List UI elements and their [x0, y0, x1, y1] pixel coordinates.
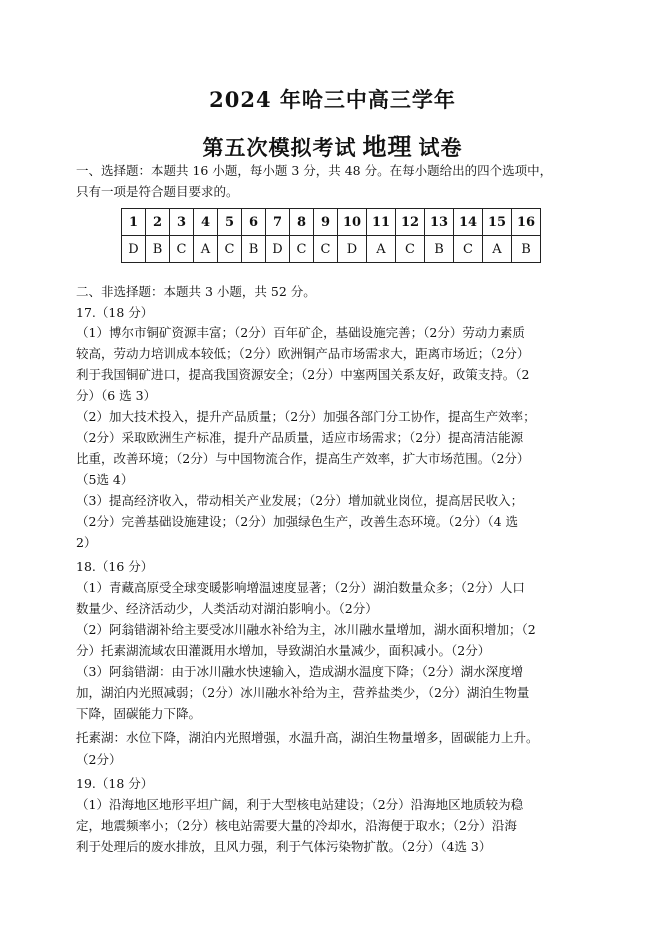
answer-text-line: （2）加大技术投入，提升产品质量；（2分）加强各部门分工协作，提高生产效率；	[76, 409, 536, 424]
answer-cell: A	[194, 236, 218, 263]
answer-text-line: 托素湖：水位下降，湖泊内光照增强，水温升高，湖泊生物量增多，固碳能力上升。	[76, 730, 539, 745]
answer-text-line: （1）青藏高原受全球变暖影响增温速度显著；（2分）湖泊数量众多；（2分）人口	[76, 580, 525, 595]
answer-text-line: 加，湖泊内光照减弱；（2分）冰川融水补给为主，营养盐类少，（2分）湖泊生物量	[76, 685, 530, 700]
question-number-cell: 1	[122, 209, 146, 236]
answer-cell: D	[266, 236, 290, 263]
answer-text-line: （2分）	[76, 752, 122, 767]
answer-cell: B	[242, 236, 266, 263]
question-number-cell: 11	[367, 209, 396, 236]
answer-cell: C	[218, 236, 242, 263]
answer-cell: B	[512, 236, 541, 263]
answer-cell: C	[454, 236, 483, 263]
question-number-cell: 12	[396, 209, 425, 236]
question-number-cell: 15	[483, 209, 512, 236]
answer-text-line: （3）阿翁错湖：由于冰川融水快速输入，造成湖水温度下降；（2分）湖水深度增	[76, 664, 524, 679]
answer-cell: B	[425, 236, 454, 263]
answer-text-line: 定，地震频率小；（2分）核电站需要大量的冷却水，沿海便于取水；（2分）沿海	[76, 818, 517, 833]
page-title-line2	[0, 127, 665, 162]
answer-text-line: （1）博尔市铜矿资源丰富；（2分）百年矿企，基础设施完善；（2分）劳动力素质	[76, 325, 525, 340]
answer-text-line: （2）阿翁错湖补给主要受冰川融水补给为主，冰川融水量增加，湖水面积增加；（2	[76, 622, 536, 637]
page-title-line1: 2024 年哈三中高三学年	[209, 87, 456, 112]
answer-cell: C	[396, 236, 425, 263]
question-number-cell: 6	[242, 209, 266, 236]
answer-text-line: 较高，劳动力培训成本较低；（2分）欧洲铜产品市场需求大，距离市场近；（2分）	[76, 346, 530, 361]
answer-cell: A	[367, 236, 396, 263]
question-number-cell: 14	[454, 209, 483, 236]
answer-text-line: 下降，固碳能力下降。	[76, 706, 202, 721]
answer-text-line: 分）（6 选 3）	[76, 388, 157, 403]
title-part3: 试卷	[418, 135, 463, 160]
answer-text-line: （5选 4）	[76, 472, 134, 487]
question-number-cell: 9	[314, 209, 338, 236]
title-subject: 地理	[362, 132, 413, 161]
section2-heading: 二、非选择题：本题共 3 小题，共 52 分。	[76, 284, 316, 299]
answer-text-line: 利于我国铜矿进口，提高我国资源安全；（2分）中塞两国关系友好，政策支持。（2	[76, 367, 530, 382]
question-number-cell: 8	[290, 209, 314, 236]
section1-instruction-line1: 一、选择题：本题共 16 小题，每小题 3 分，共 48 分。在每小题给出的四个选项中，	[76, 163, 553, 178]
answer-cell: B	[146, 236, 170, 263]
answer-cell: C	[314, 236, 338, 263]
answer-text-line: 利于处理后的废水排放，且风力强，利于气体污染物扩散。（2分）（4选 3）	[76, 839, 492, 854]
answer-text-line: 数量少、经济活动少，人类活动对湖泊影响小。（2分）	[76, 601, 378, 616]
question-number-cell: 7	[266, 209, 290, 236]
answer-text-line: （2分）完善基础设施建设；（2分）加强绿色生产，改善生态环境。（2分）（4 选	[76, 514, 519, 529]
answer-text-line: 分）托素湖流域农田灌溉用水增加，导致湖泊水量减少，面积减小。（2分）	[76, 643, 491, 658]
section1-instruction-line2: 只有一项是符合题目要求的。	[76, 184, 239, 199]
title-part1: 第五次模拟考试	[202, 135, 357, 160]
answer-table-answer-row	[122, 236, 541, 263]
answer-table-number-row	[122, 209, 541, 236]
question-18-heading: 18.（16 分）	[76, 559, 154, 574]
answer-text-line: （2分）采取欧洲生产标准，提升产品质量，适应市场需求；（2分）提高清洁能源	[76, 430, 524, 445]
question-number-cell: 2	[146, 209, 170, 236]
question-number-cell: 5	[218, 209, 242, 236]
question-number-cell: 3	[170, 209, 194, 236]
answer-cell: D	[338, 236, 367, 263]
answer-text-line: （1）沿海地区地形平坦广阔，利于大型核电站建设；（2分）沿海地区地质较为稳	[76, 797, 524, 812]
answer-text-line: 2）	[76, 535, 97, 550]
answer-text-line: （3）提高经济收入，带动相关产业发展；（2分）增加就业岗位，提高居民收入；	[76, 493, 524, 508]
question-number-cell: 13	[425, 209, 454, 236]
question-number-cell: 10	[338, 209, 367, 236]
question-number-cell: 16	[512, 209, 541, 236]
question-17-heading: 17.（18 分）	[76, 305, 154, 320]
answer-cell: C	[170, 236, 194, 263]
question-number-cell: 4	[194, 209, 218, 236]
answer-table	[121, 208, 541, 263]
answer-cell: A	[483, 236, 512, 263]
question-19-heading: 19.（18 分）	[76, 776, 154, 791]
answer-cell: C	[290, 236, 314, 263]
answer-cell: D	[122, 236, 146, 263]
answer-text-line: 比重，改善环境；（2分）与中国物流合作，提高生产效率，扩大市场范围。（2分）	[76, 451, 530, 466]
